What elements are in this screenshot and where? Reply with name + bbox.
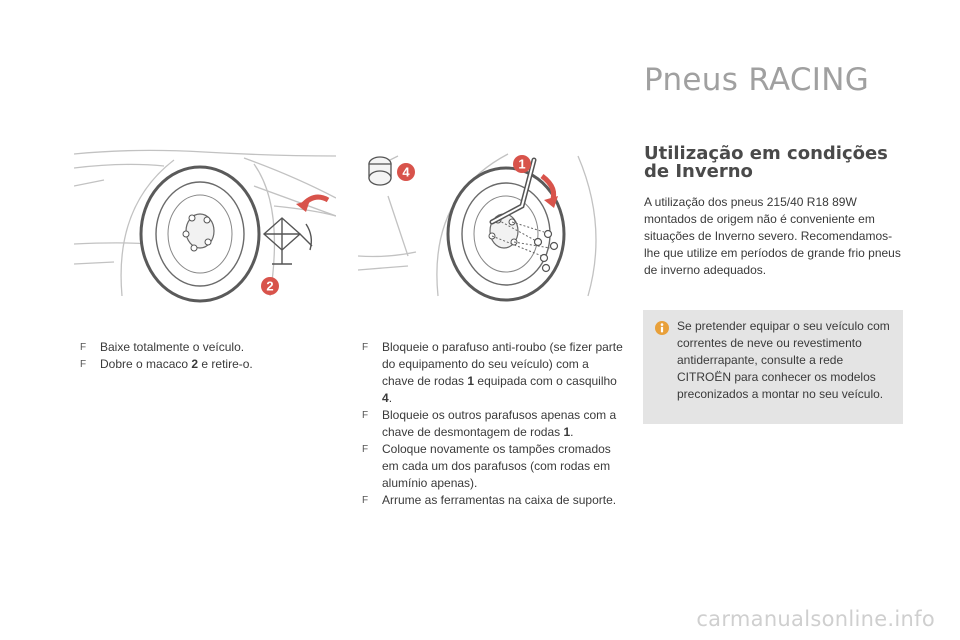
bullet: F	[362, 410, 369, 421]
step-text: Dobre o macaco	[100, 357, 192, 371]
page-title: Pneus RACING	[644, 62, 870, 98]
step-text: Coloque novamente os tampões cromados em cada um dos parafusos (com rodas em alumínio apenas).	[382, 442, 611, 490]
step-other-bolts	[362, 407, 624, 441]
step-fold-jack	[80, 356, 335, 373]
reference-number: 1	[467, 374, 475, 388]
info-icon	[655, 321, 669, 335]
step-chrome-caps	[362, 441, 624, 492]
step-text: .	[388, 391, 393, 405]
bullet: F	[362, 495, 369, 506]
step-text: equipada com o casquilho	[474, 374, 617, 388]
jack-steps	[80, 339, 335, 373]
watermark: carmanualsonline.info	[696, 607, 935, 631]
jack-marker: 2	[266, 278, 274, 294]
step-text: Bloqueie o parafuso anti-roubo (se fizer parte do equipamento do seu veículo) com a chave de rodas	[382, 340, 623, 388]
step-text: Arrume as ferramentas na caixa de suporte.	[382, 493, 617, 507]
jack-removal-illustration	[74, 146, 336, 304]
section-body: A utilização dos pneus 215/40 R18 89W montados de origem não é conveniente em situações de Inverno severo. Recomendamos-lhe que utilize em períodos de grande frio pneus de inverno adequados.	[644, 195, 901, 277]
reference-number: 1	[563, 425, 571, 439]
section-heading: Utilização em condições de Inverno	[644, 143, 888, 182]
step-anti-theft-bolt	[362, 339, 624, 407]
step-stow-tools	[362, 492, 624, 509]
step-text: .	[570, 425, 574, 439]
bullet: F	[362, 342, 369, 353]
step-lower-vehicle	[80, 339, 335, 356]
info-text: Se pretender equipar o seu veículo com correntes de neve ou revestimento antiderrapante, consulte a rede CITROËN para conhecer os modelos preconizados a montar no seu veículo.	[677, 319, 890, 401]
bullet: F	[80, 342, 87, 353]
wrench-marker: 1	[518, 156, 526, 172]
reference-number: 4	[382, 391, 389, 405]
step-text: Bloqueie os outros parafusos apenas com a chave de desmontagem de rodas	[382, 408, 617, 439]
bolt-steps	[362, 339, 624, 509]
wheel-bolts-illustration	[358, 146, 620, 304]
bullet: F	[362, 444, 369, 455]
reference-number: 2	[191, 357, 199, 371]
bullet: F	[80, 359, 87, 370]
step-text: Baixe totalmente o veículo.	[100, 340, 245, 354]
socket-marker: 4	[402, 164, 410, 180]
step-text: e retire-o.	[198, 357, 253, 371]
info-box	[643, 310, 903, 424]
